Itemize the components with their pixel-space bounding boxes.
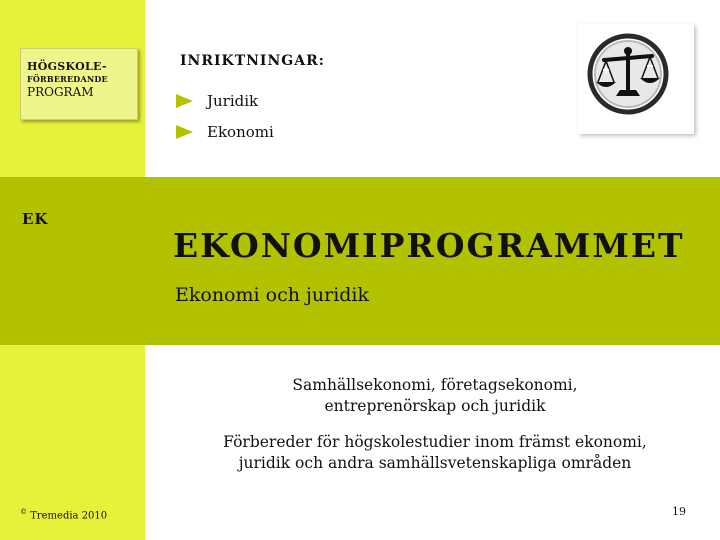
- paragraph-line: Samhällsekonomi, företagsekonomi,: [292, 376, 578, 394]
- bullet-label: Ekonomi: [207, 122, 274, 141]
- paragraph-line: Förbereder för högskolestudier inom främst ekonomi,: [223, 433, 647, 451]
- bullet-list: [176, 85, 274, 147]
- footer-copyright: [20, 508, 107, 521]
- section-heading: INRIKTNINGAR:: [180, 53, 325, 69]
- copyright-text: Tremedia 2010: [30, 510, 108, 522]
- arrow-right-icon: [176, 125, 193, 139]
- bullet-label: Juridik: [207, 91, 259, 110]
- list-item: [176, 116, 274, 147]
- description-paragraph-2: [150, 432, 720, 474]
- paragraph-line: juridik och andra samhällsvetenskapliga områden: [238, 454, 632, 472]
- badge-line-2: FÖRBEREDANDE: [27, 74, 108, 84]
- page-title: EKONOMIPROGRAMMET: [173, 226, 685, 265]
- description-paragraph-1: [150, 375, 720, 417]
- copyright-symbol: ©: [20, 508, 27, 516]
- program-code: EK: [22, 210, 49, 228]
- page-number: 19: [672, 505, 686, 518]
- list-item: [176, 85, 274, 116]
- page-subtitle: Ekonomi och juridik: [175, 284, 370, 306]
- program-badge: [20, 48, 138, 120]
- arrow-right-icon: [176, 94, 193, 108]
- badge-line-3: PROGRAM: [27, 85, 94, 99]
- paragraph-line: entreprenörskap och juridik: [324, 397, 546, 415]
- logo: [578, 24, 694, 134]
- badge-line-1: HÖGSKOLE-: [27, 60, 107, 73]
- scales-of-justice-icon: [578, 24, 694, 134]
